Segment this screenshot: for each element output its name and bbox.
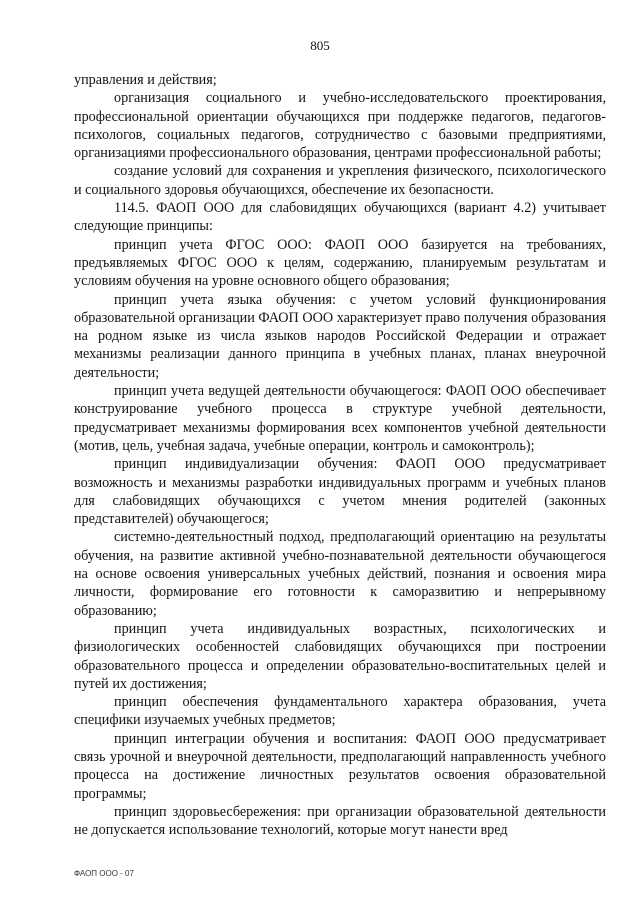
document-footer: ФАОП ООО - 07 (74, 869, 134, 878)
paragraph: системно-деятельностный подход, предполагающий ориентацию на результаты обучения, на развитие активной учебно-познавательной деятельности обучающегося на основе освоения универсальных учебных действий, познания и освоения мира личности, формирование его готовности к саморазвитию и непрерывному образованию; (74, 529, 606, 619)
paragraph: принцип учета языка обучения: с учетом условий функционирования образовательной организации ФАОП ООО характеризует право получения образования на родном языке из числа языков народов Российской Федерации и отражает механизмы реализации данного принципа в учебных планах, планах внеурочной деятельности; (74, 291, 606, 381)
page-number: 805 (310, 38, 330, 53)
paragraph: принцип индивидуализации обучения: ФАОП ООО предусматривает возможность и механизмы разработки индивидуальных программ и учебных планов для слабовидящих обучающихся с учетом мнения родителей (законных представителей) обучающегося; (74, 456, 606, 528)
paragraph: принцип здоровьесбережения: при организации образовательной деятельности не допускается использование технологий, которые могут нанести вред (74, 803, 606, 839)
section-heading-paragraph: 114.5. ФАОП ООО для слабовидящих обучающихся (вариант 4.2) учитывает следующие принципы: (74, 200, 606, 235)
paragraph: принцип обеспечения фундаментального характера образования, учета специфики изучаемых учебных предметов; (74, 694, 606, 729)
paragraph: принцип интеграции обучения и воспитания: ФАОП ООО предусматривает связь урочной и внеурочной деятельности, предполагающий направленность учебного процесса на достижение личностных результатов освоения образовательной программы; (74, 730, 606, 802)
paragraph: принцип учета ведущей деятельности обучающегося: ФАОП ООО обеспечивает конструирование учебного процесса в структуре учебной деятельности, предусматривает механизмы формирования всех компонентов учебной деятельности (мотив, цель, учебная задача, учебные операции, контроль и самоконтроль); (74, 383, 606, 454)
paragraph: управления и действия; (74, 72, 217, 88)
paragraph: принцип учета ФГОС ООО: ФАОП ООО базируется на требованиях, предъявляемых ФГОС ООО к целям, содержанию, планируемым результатам и условиям обучения на уровне основного общего образования; (74, 236, 606, 290)
paragraph: организация социального и учебно-исследовательского проектирования, профессиональной ориентации обучающихся при поддержке педагогов, педагогов-психологов, социальных педагогов, сотрудничество с базовыми предприятиями, организациями профессионального образования, центрами профессиональной работы; (74, 90, 606, 162)
paragraph: принцип учета индивидуальных возрастных, психологических и физиологических особенностей слабовидящих обучающихся при построении образовательного процесса и определении образовательно-воспитательных целей и путей их достижения; (74, 620, 606, 692)
document-body (74, 71, 606, 839)
paragraph: создание условий для сохранения и укрепления физического, психологического и социального здоровья обучающихся, обеспечение их безопасности. (74, 163, 606, 198)
